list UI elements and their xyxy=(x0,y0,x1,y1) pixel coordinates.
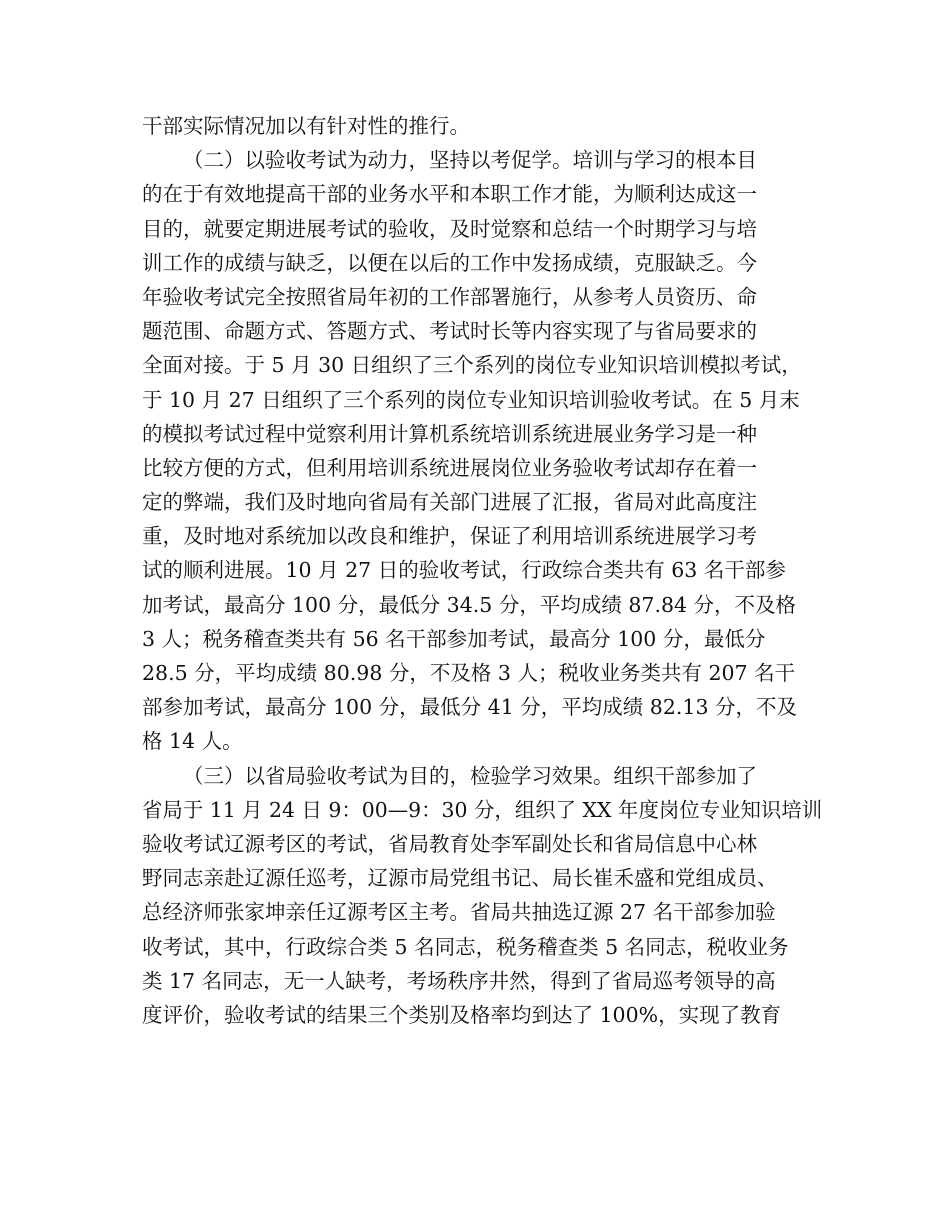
text-line: 年验收考试完全按照省局年初的工作部署施行，从参考人员资历、命 xyxy=(142,284,757,309)
text-line: 验收考试辽源考区的考试，省局教育处李军副处长和省局信息中心林 xyxy=(142,831,757,856)
text-line: 省局于 11 月 24 日 9：00—9：30 分，组织了 XX 年度岗位专业知识培训 xyxy=(142,797,823,822)
text-line: 试的顺利进展。10 月 27 日的验收考试，行政综合类共有 63 名干部参 xyxy=(142,558,786,583)
text-line: 定的弊端，我们及时地向省局有关部门进展了汇报，省局对此高度注 xyxy=(142,490,757,515)
text-line-paragraph-start: （二）以验收考试为动力，坚持以考促学。培训与学习的根本目 xyxy=(183,148,757,173)
text-line: 格 14 人。 xyxy=(142,729,243,754)
text-line: 总经济师张家坤亲任辽源考区主考。省局共抽选辽源 27 名干部参加验 xyxy=(142,900,776,925)
text-line: 训工作的成绩与缺乏，以便在以后的工作中发扬成绩，克服缺乏。今 xyxy=(142,250,757,275)
text-line: 类 17 名同志，无一人缺考，考场秩序井然，得到了省局巡考领导的高 xyxy=(142,968,776,993)
text-line: 度评价，验收考试的结果三个类别及格率均到达了 100%，实现了教育 xyxy=(142,1002,782,1027)
text-line: 干部实际情况加以有针对性的推行。 xyxy=(142,114,470,138)
text-line: 目的，就要定期进展考试的验收，及时觉察和总结一个时期学习与培 xyxy=(142,216,757,241)
text-line: 的模拟考试过程中觉察利用计算机系统培训系统进展业务学习是一种 xyxy=(142,421,757,446)
text-line: 重，及时地对系统加以改良和维护，保证了利用培训系统进展学习考 xyxy=(142,524,757,549)
text-line: 比较方便的方式，但利用培训系统进展岗位业务验收考试却存在着一 xyxy=(142,455,757,480)
text-line: 全面对接。于 5 月 30 日组织了三个系列的岗位专业知识培训模拟考试， xyxy=(142,353,802,378)
text-line: 于 10 月 27 日组织了三个系列的岗位专业知识培训验收考试。在 5 月末 xyxy=(142,387,800,412)
text-line-paragraph-start: （三）以省局验收考试为目的，检验学习效果。组织干部参加了 xyxy=(183,763,757,788)
text-line: 野同志亲赴辽源任巡考，辽源市局党组书记、局长崔禾盛和党组成员、 xyxy=(142,866,778,891)
text-line: 加考试，最高分 100 分，最低分 34.5 分，平均成绩 87.84 分，不及格 xyxy=(142,592,797,617)
text-line: 部参加考试，最高分 100 分，最低分 41 分，平均成绩 82.13 分，不及 xyxy=(142,695,797,720)
body-text xyxy=(142,109,822,1032)
text-line: 28.5 分，平均成绩 80.98 分，不及格 3 人；税收业务类共有 207 名干 xyxy=(142,661,796,685)
text-line: 3 人；税务稽查类共有 56 名干部参加考试，最高分 100 分，最低分 xyxy=(142,626,766,651)
text-line: 题范围、命题方式、答题方式、考试时长等内容实现了与省局要求的 xyxy=(142,319,757,344)
text-line: 的在于有效地提高干部的业务水平和本职工作才能，为顺利达成这一 xyxy=(142,182,757,207)
text-line: 收考试，其中，行政综合类 5 名同志，税务稽查类 5 名同志，税收业务 xyxy=(142,934,789,959)
